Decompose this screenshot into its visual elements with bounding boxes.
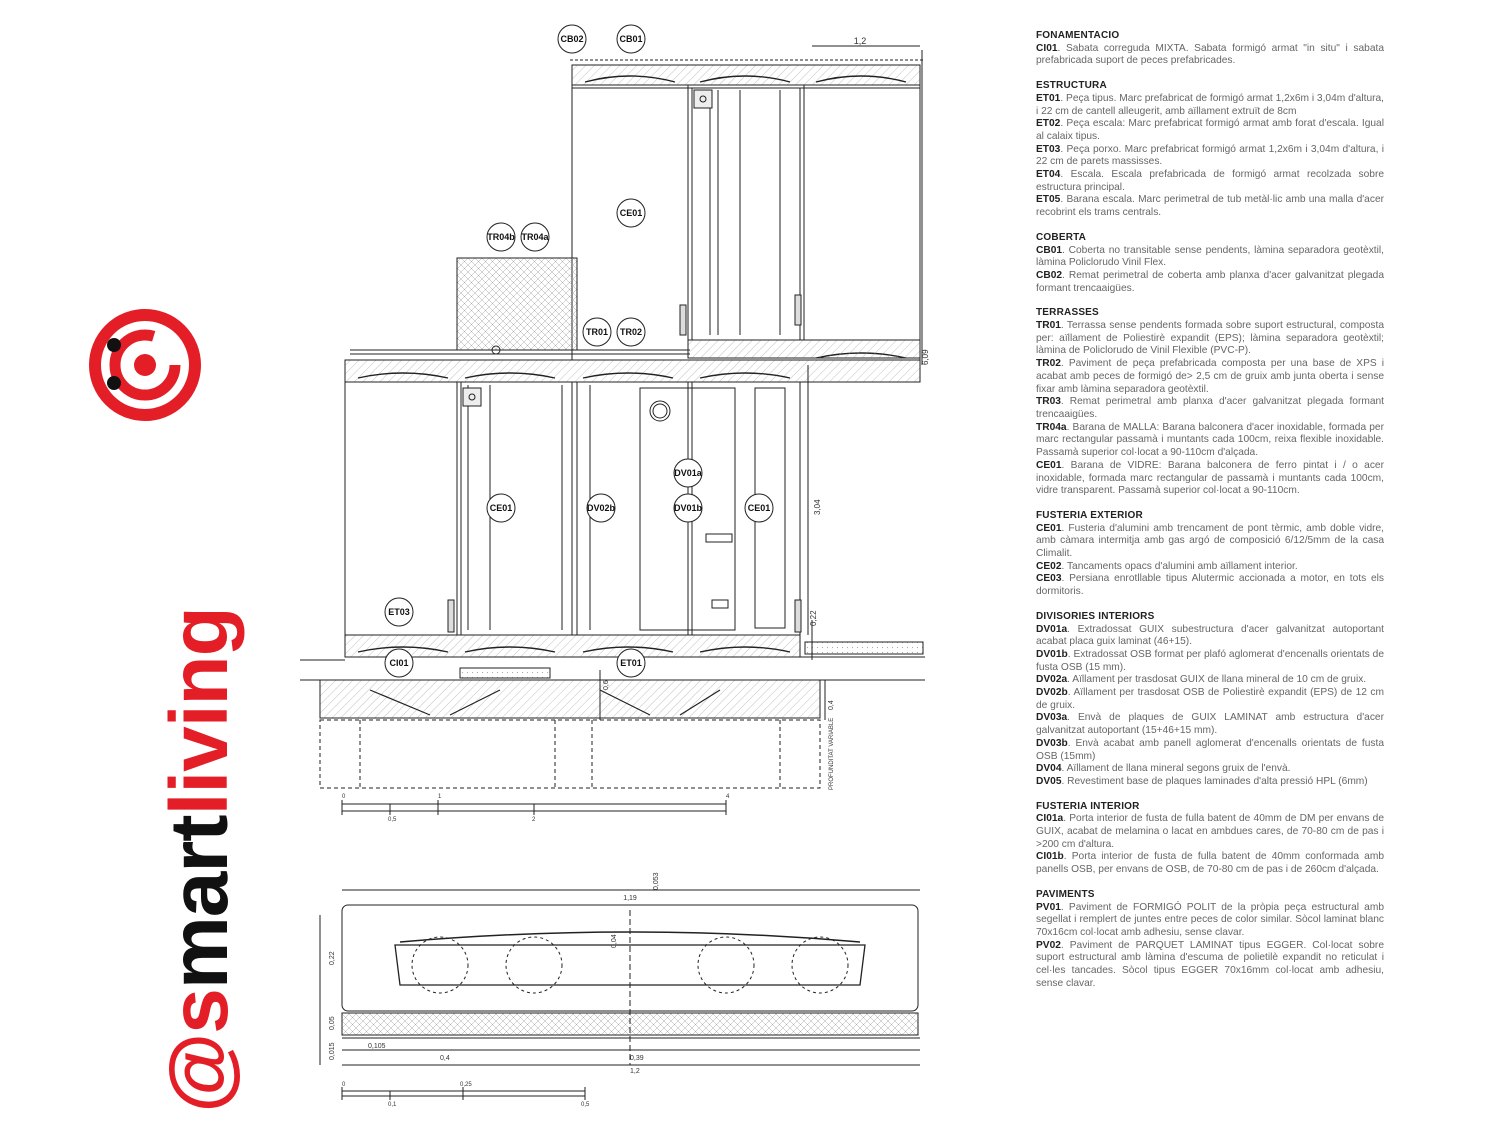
section-drawing [300, 20, 960, 1110]
legend-section-title: DIVISORIES INTERIORS [1036, 610, 1155, 622]
legend-item [1036, 851, 1384, 876]
legend-section [1036, 889, 1384, 991]
legend-section-title: TERRASSES [1036, 307, 1099, 319]
legend-item-text: . Extradossat GUIX subestructura d'acer galvanitzat autoportant acabat placa guix laminat (46+15). [1036, 623, 1384, 648]
dim-floor-height: 3,04 [813, 499, 822, 515]
legend-item [1036, 396, 1384, 421]
legend-section [1036, 307, 1384, 498]
legend-item [1036, 93, 1384, 118]
legend-item-text: . Escala. Escala prefabricada de formigó armat recolzada sobre estructura principal. [1036, 169, 1384, 193]
legend-item [1036, 245, 1384, 270]
legend-item [1036, 43, 1384, 68]
logo-wordmark: @smartliving [154, 607, 245, 1113]
legend-item-code: DV03b [1036, 737, 1068, 749]
legend-item-code: DV02a [1036, 674, 1068, 686]
smartliving-logo [70, 295, 245, 1113]
scale2-tick-1: 0,25 [460, 1082, 472, 1088]
legend-item-code: CE01 [1036, 522, 1062, 534]
legend-item-code: DV01b [1036, 648, 1068, 660]
legend-item-code: ET05 [1036, 194, 1061, 206]
legend-item [1036, 523, 1384, 561]
detail-dim-top-right: 0,053 [653, 872, 660, 890]
legend-item-code: DV05 [1036, 775, 1062, 787]
tag-CB01: CB01 [619, 34, 643, 44]
legend-item [1036, 358, 1384, 396]
legend-item-code: CB01 [1036, 244, 1063, 256]
legend-item-text: . Terrassa sense pendents formada sobre suport estructural, composta per: aïllament de Poliestirè expandit (EPS); làmina separadora geotèxtil; làmina de Policlorudo de Vinil Flexible (PVC-P). [1036, 320, 1384, 357]
legend-section [1036, 80, 1384, 220]
legend-item [1036, 624, 1384, 649]
legend-item-text: . Porta interior de fusta de fulla batent de 40mm conformada amb panells OSB, per envans de OSB, de 70-80 cm de pas i de 260cm d'alçada. [1036, 851, 1384, 876]
legend-item-code: ET01 [1036, 92, 1061, 104]
scale-bar-2 [342, 1087, 585, 1100]
tag-TR04b: TR04b [487, 232, 515, 242]
legend-item-code: TR04a [1036, 421, 1067, 433]
detail-dim-bot-2: 0,4 [440, 1055, 450, 1062]
detail-dim-center: 0,04 [611, 934, 618, 948]
legend-item [1036, 776, 1384, 789]
tag-TR02: TR02 [619, 327, 643, 337]
legend-item [1036, 813, 1384, 851]
legend-item-text: . Fusteria d'alumini amb trencament de pont tèrmic, amb doble vidre, amb càmara intermitja amb gas argó de composició 6/12/5mm de la casa Climalit. [1036, 522, 1384, 560]
legend-section [1036, 232, 1384, 296]
legend-item-text: . Envà de plaques de GUIX LAMINAT amb estructura d'acer galvanitzat autoportant (15+46+15 mm). [1036, 712, 1384, 737]
dim-top-width: 1,2 [853, 36, 867, 46]
legend-item [1036, 763, 1384, 776]
legend-item [1036, 561, 1384, 574]
legend-item-code: CE01 [1036, 459, 1062, 471]
legend-item-code: DV01a [1036, 623, 1068, 635]
legend-item-code: TR02 [1036, 358, 1061, 370]
scale2-sub-0: 0,1 [388, 1102, 397, 1108]
legend-item [1036, 573, 1384, 598]
tag-DV01b: DV01b [673, 503, 703, 513]
legend-section-title: FUSTERIA INTERIOR [1036, 800, 1140, 812]
tag-ET03: ET03 [388, 607, 410, 617]
dim-slab: 0,22 [809, 610, 818, 626]
detail-dim-left-upper: 0,22 [329, 951, 336, 965]
legend-item-text: . Sabata correguda MIXTA. Sabata formigó armat "in situ" i sabata prefabricada suport de peces prefabricades. [1036, 42, 1384, 67]
tag-DV01a: DV01a [674, 468, 702, 478]
detail-dim-top: 1,19 [623, 895, 637, 902]
legend-item-code: CI01a [1036, 813, 1064, 825]
tag-DV02b: DV02b [586, 503, 616, 513]
legend-item-text: . Revestiment base de plaques laminades d'alta pressió HPL (6mm) [1061, 775, 1368, 787]
legend-item-code: TR03 [1036, 396, 1061, 408]
legend-item-text: . Paviment de peça prefabricada composta per una base de XPS i acabat amb peces de formigó de> 2,5 cm de gruix amb junta oberta i sense fixar amb làmina separadora geotèxtil. [1036, 358, 1384, 395]
scale2-tick-0: 0 [342, 1082, 346, 1088]
legend-item-text: . Coberta no transitable sense pendents, làmina separadora geotèxtil, làmina Policlorudo Vinil Flex. [1036, 244, 1384, 269]
tag-CB02: CB02 [560, 34, 584, 44]
dim-total-height: 6,09 [921, 349, 930, 365]
legend-item [1036, 940, 1384, 991]
legend-item [1036, 194, 1384, 219]
scale-bar-1 [342, 800, 726, 815]
legend-item-text: . Persiana enrotllable tipus Alutermic accionada a motor, en tots els dormitoris. [1036, 573, 1384, 598]
legend-item-code: PV02 [1036, 939, 1061, 951]
legend-item [1036, 674, 1384, 687]
legend-item-text: . Paviment de PARQUET LAMINAT tipus EGGER. Col·locat sobre suport estructural amb làmina d'escuma de polietilè expandit no reticulat i cel·les tancades. Sòcol tipus EGGER 70x16mm col·locat amb adhesiu, sense clavar. [1036, 939, 1384, 989]
tag-CI01: CI01 [389, 658, 409, 668]
legend-item [1036, 687, 1384, 712]
legend-item [1036, 738, 1384, 763]
legend-item-code: ET04 [1036, 169, 1061, 181]
scale1-sub-1: 2 [532, 817, 536, 823]
legend-item-text: . Peça tipus. Marc prefabricat de formigó armat 1,2x6m i 3,04m d'altura, i 22 cm de cantell alleugerit, amb aïllament extruït de 8cm [1036, 92, 1384, 117]
legend-item-text: . Aïllament per trasdosat OSB de Poliestirè expandit (EPS) de 12 cm de gruix. [1036, 687, 1384, 711]
legend-item-code: CI01b [1036, 851, 1064, 863]
legend-item-text: . Aïllament de llana mineral segons gruix de l'envà. [1061, 763, 1291, 775]
legend-section-title: PAVIMENTS [1036, 888, 1095, 900]
scale1-tick-0: 0 [342, 794, 346, 800]
legend-section-title: FONAMENTACIO [1036, 30, 1120, 41]
dim-found-2: 0,6 [603, 680, 610, 690]
tag-TR04a: TR04a [521, 232, 549, 242]
legend-item [1036, 144, 1384, 169]
legend-item-code: DV02b [1036, 687, 1068, 699]
at-swirl-icon [70, 295, 210, 435]
legend-section [1036, 510, 1384, 599]
legend-item-text: . Aïllament per trasdosat GUIX de llana mineral de 10 cm de gruix. [1067, 674, 1367, 686]
legend-item-text: . Paviment de FORMIGÓ POLIT de la pròpia peça estructural amb segellat i remplert de juntes entre peces de color similar. Sòcol laminat blanc 70x16cm col·locat amb adhesiu, sense clavar. [1036, 901, 1384, 938]
tag-CE01-right: CE01 [747, 503, 771, 513]
detail-dim-left-low: 0,015 [329, 1042, 336, 1060]
scale1-sub-0: 0,5 [388, 817, 397, 823]
legend-item-text: . Extradossat OSB format per plafó aglomerat d'encenalls orientats de fusta OSB (15 mm). [1036, 648, 1384, 673]
legend-item-text: . Barana de VIDRE: Barana balconera de ferro pintat i / o acer inoxidable, formada marc rectangular de passamà i muntants cada 100cm, vidre transparent. Passamà superior col·locat a 90-110cm. [1036, 459, 1384, 497]
scale2-sub-1: 0,5 [581, 1102, 590, 1108]
legend-item-text: . Barana escala. Marc perimetral de tub metàl·lic amb una malla d'acer recobrint els trams centrals. [1036, 194, 1384, 219]
legend-item [1036, 460, 1384, 498]
legend-item [1036, 270, 1384, 295]
legend-item [1036, 902, 1384, 940]
legend-section-title: FUSTERIA EXTERIOR [1036, 509, 1143, 521]
tag-CE01-left: CE01 [489, 503, 513, 513]
legend-item-code: CI01 [1036, 42, 1058, 54]
legend-item-text: . Peça porxo. Marc prefabricat formigó armat 1,2x6m i 3,04m d'altura, i 22 cm de parets massisses. [1036, 143, 1384, 168]
legend-item-text: . Remat perimetral amb planxa d'acer galvanitzat plegada formant trencaaigües. [1036, 396, 1384, 420]
legend-section-title: ESTRUCTURA [1036, 80, 1107, 92]
legend-item-code: ET02 [1036, 118, 1061, 130]
section-drawing-svg [300, 20, 960, 1110]
legend-item-code: CE02 [1036, 560, 1062, 572]
legend-item-code: TR01 [1036, 320, 1061, 332]
legend-panel [1036, 30, 1384, 1003]
legend-section [1036, 30, 1384, 68]
scale1-tick-1: 1 [438, 794, 442, 800]
legend-section [1036, 801, 1384, 877]
legend-item-text: . Tancaments opacs d'alumini amb aïllament interior. [1061, 560, 1298, 572]
detail-dim-left-mid: 0,05 [329, 1016, 336, 1030]
legend-item-code: DV04 [1036, 763, 1062, 775]
legend-item-text: . Envà acabat amb panell aglomerat d'encenalls orientats de fusta OSB (15mm) [1036, 737, 1384, 762]
legend-item [1036, 320, 1384, 358]
tag-TR01: TR01 [585, 327, 609, 337]
legend-item-code: CE03 [1036, 573, 1062, 585]
detail-section [320, 890, 920, 1065]
legend-section-title: COBERTA [1036, 231, 1087, 243]
legend-item [1036, 712, 1384, 737]
legend-item [1036, 649, 1384, 674]
legend-section [1036, 611, 1384, 789]
scale1-tick-2: 4 [726, 794, 730, 800]
legend-item-code: PV01 [1036, 901, 1061, 913]
dim-varying-depth: PROFUNDITAT VARIABLE [829, 717, 835, 790]
legend-item-code: ET03 [1036, 143, 1061, 155]
legend-item [1036, 169, 1384, 194]
detail-dim-bot-3: 0,39 [630, 1055, 644, 1062]
legend-item [1036, 118, 1384, 143]
detail-dim-bot-1: 0,105 [368, 1043, 386, 1050]
legend-item-text: . Barana de MALLA: Barana balconera d'acer inoxidable, formada per marc rectangular passamà i muntants cada 100cm, reixa flexible inoxidable. Passamà superior col·locat a 90-110cm d'alçada. [1036, 421, 1384, 459]
legend-item [1036, 422, 1384, 460]
dim-found-1: 0,4 [828, 700, 835, 710]
tag-CE01-top: CE01 [619, 208, 643, 218]
legend-item-code: DV03a [1036, 712, 1068, 724]
legend-item-text: . Remat perimetral de coberta amb planxa d'acer galvanitzat plegada formant trencaaigües. [1036, 269, 1384, 294]
tag-ET01: ET01 [620, 658, 642, 668]
legend-item-code: CB02 [1036, 269, 1063, 281]
legend-item-text: . Porta interior de fusta de fulla batent de 40mm de DM per envans de GUIX, acabat de melamina o lacat en ambdues cares, de 70-80 cm de pas i >200 cm d'altura. [1036, 813, 1384, 850]
legend-item-text: . Peça escala: Marc prefabricat formigó armat amb forat d'escala. Igual al calaix tipus. [1036, 118, 1384, 142]
detail-dim-bot-total: 1,2 [630, 1068, 640, 1075]
